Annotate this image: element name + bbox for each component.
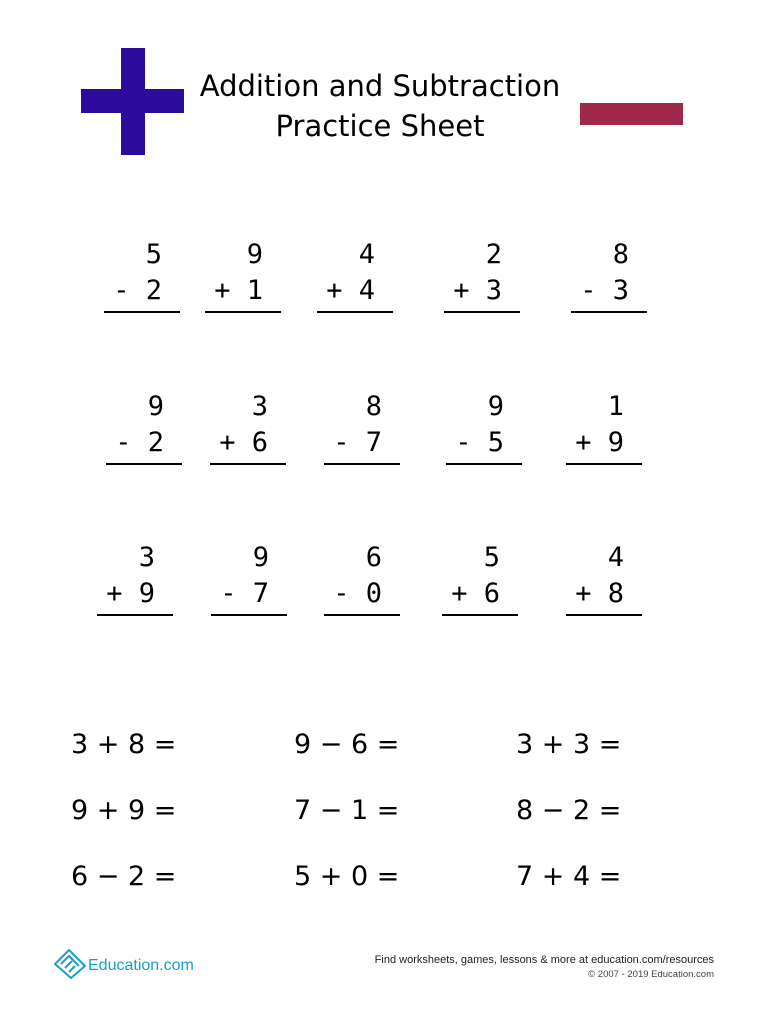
problem <box>566 540 642 616</box>
problem <box>442 540 518 616</box>
problem-bottom: - 0 <box>333 578 382 609</box>
problem-top: 1 <box>607 391 624 422</box>
problem <box>571 237 647 313</box>
problem-top: 6 <box>365 542 382 573</box>
answer-line <box>106 463 182 465</box>
problem <box>106 389 182 465</box>
problem <box>205 237 281 313</box>
problem-top: 9 <box>147 391 164 422</box>
answer-line <box>566 614 642 616</box>
problem-top: 9 <box>246 239 263 270</box>
problem-top: 5 <box>145 239 162 270</box>
answer-line <box>324 463 400 465</box>
problem-top: 8 <box>612 239 629 270</box>
answer-line <box>104 311 180 313</box>
problem-top: 8 <box>365 391 382 422</box>
problem-bottom: + 3 <box>453 275 502 306</box>
footer-copyright: © 2007 - 2019 Education.com <box>588 969 714 980</box>
problem-top: 9 <box>252 542 269 573</box>
problem-bottom: - 5 <box>455 427 504 458</box>
equation: 3 + 8 = <box>71 729 177 760</box>
title-line-1: Addition and Subtraction <box>199 69 561 103</box>
problem-bottom: - 2 <box>113 275 162 306</box>
problem-bottom: + 4 <box>326 275 375 306</box>
education-logo[interactable] <box>52 944 222 984</box>
problem <box>211 540 287 616</box>
equation: 5 + 0 = <box>294 861 400 892</box>
answer-line <box>317 311 393 313</box>
answer-line <box>446 463 522 465</box>
answer-line <box>211 614 287 616</box>
problem <box>210 389 286 465</box>
problem-bottom: - 7 <box>220 578 269 609</box>
problem-top: 3 <box>138 542 155 573</box>
equation: 7 − 1 = <box>294 795 400 826</box>
equation: 9 + 9 = <box>71 795 177 826</box>
problem-top: 4 <box>358 239 375 270</box>
page-title <box>180 66 580 146</box>
footer-note <box>375 952 714 982</box>
education-logo-text: Education.com <box>88 957 194 974</box>
problem <box>97 540 173 616</box>
problem-bottom: - 3 <box>580 275 629 306</box>
problem <box>104 237 180 313</box>
answer-line <box>97 614 173 616</box>
plus-icon <box>81 48 184 155</box>
problem-top: 4 <box>607 542 624 573</box>
answer-line <box>571 311 647 313</box>
problem-bottom: - 2 <box>115 427 164 458</box>
answer-line <box>205 311 281 313</box>
education-logo-icon <box>52 946 88 980</box>
problem-top: 3 <box>251 391 268 422</box>
answer-line <box>444 311 520 313</box>
equation: 7 + 4 = <box>516 861 622 892</box>
title-line-2: Practice Sheet <box>275 109 485 143</box>
answer-line <box>324 614 400 616</box>
problem-top: 5 <box>483 542 500 573</box>
problem-top: 2 <box>485 239 502 270</box>
problem-bottom: + 8 <box>575 578 624 609</box>
problem-bottom: + 9 <box>575 427 624 458</box>
problem <box>324 389 400 465</box>
equation: 9 − 6 = <box>294 729 400 760</box>
problem-bottom: + 6 <box>219 427 268 458</box>
equation: 6 − 2 = <box>71 861 177 892</box>
problem <box>446 389 522 465</box>
minus-icon <box>580 103 683 125</box>
problem-bottom: + 9 <box>106 578 155 609</box>
equation: 3 + 3 = <box>516 729 622 760</box>
problem-bottom: - 7 <box>333 427 382 458</box>
equation: 8 − 2 = <box>516 795 622 826</box>
problem <box>317 237 393 313</box>
problem-top: 9 <box>487 391 504 422</box>
footer-resources-link[interactable]: Find worksheets, games, lessons & more at education.com/resources <box>374 954 714 966</box>
answer-line <box>210 463 286 465</box>
problem <box>566 389 642 465</box>
problem <box>444 237 520 313</box>
answer-line <box>442 614 518 616</box>
problem <box>324 540 400 616</box>
answer-line <box>566 463 642 465</box>
problem-bottom: + 1 <box>214 275 263 306</box>
problem-bottom: + 6 <box>451 578 500 609</box>
